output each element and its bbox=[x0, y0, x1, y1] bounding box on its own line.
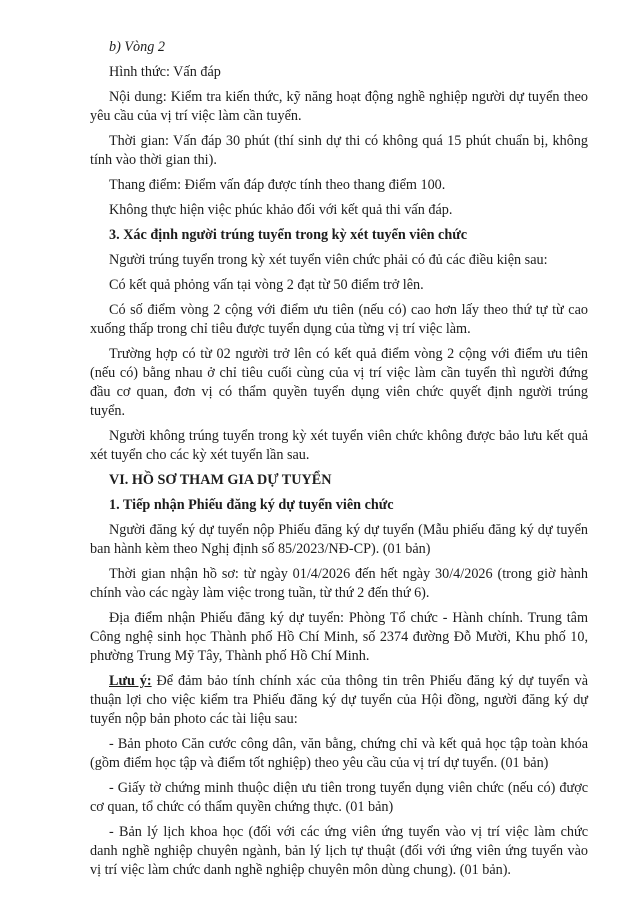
section6-paragraph-2: Thời gian nhận hồ sơ: từ ngày 01/4/2026 đến hết ngày 30/4/2026 (trong giờ hành chính vào các ngày làm việc trong tuần, từ thứ 2 đến thứ 6). bbox=[90, 566, 588, 601]
round2-time: Thời gian: Vấn đáp 30 phút (thí sinh dự thi có không quá 15 phút chuẩn bị, không tính vào thời gian thi). bbox=[90, 133, 588, 168]
section3-paragraph-2: Có kết quả phỏng vấn tại vòng 2 đạt từ 50 điểm trở lên. bbox=[109, 277, 424, 293]
round2-title: b) Vòng 2 bbox=[109, 39, 165, 55]
section3-title: 3. Xác định người trúng tuyển trong kỳ xét tuyển viên chức bbox=[109, 227, 468, 243]
section3-paragraph-5: Người không trúng tuyển trong kỳ xét tuyển viên chức không được bảo lưu kết quả xét tuyển cho các kỳ xét tuyển lần sau. bbox=[90, 428, 588, 463]
section6-title: VI. HỒ SƠ THAM GIA DỰ TUYỂN bbox=[109, 472, 332, 488]
round2-scale: Thang điểm: Điểm vấn đáp được tính theo thang điểm 100. bbox=[109, 177, 446, 193]
note-text: Để đảm bảo tính chính xác của thông tin trên Phiếu đăng ký dự tuyển và thuận lợi cho việc kiểm tra Phiếu đăng ký dự tuyển của Hội đồng, người đăng ký dự tuyển nộp bản photo các tài liệu sau: bbox=[90, 673, 588, 727]
note-label: Lưu ý: bbox=[109, 673, 152, 689]
section6-note bbox=[90, 672, 588, 729]
document-list-item: - Bản photo Căn cước công dân, văn bằng, chứng chỉ và kết quả học tập toàn khóa (gồm điểm học tập và điểm tốt nghiệp) theo yêu cầu của vị trí dự tuyển. (01 bản) bbox=[90, 736, 588, 771]
round2-no-review: Không thực hiện việc phúc khảo đối với kết quả thi vấn đáp. bbox=[109, 202, 453, 218]
section3-paragraph-4: Trường hợp có từ 02 người trở lên có kết quả điểm vòng 2 cộng với điểm ưu tiên (nếu có) bằng nhau ở chỉ tiêu cuối cùng của vị trí việc làm cần tuyển thì người đứng đầu cơ quan, đơn vị có thẩm quyền tuyển dụng viên chức quyết định người trúng tuyển. bbox=[90, 346, 588, 419]
document-list-item: - Giấy tờ chứng minh thuộc diện ưu tiên trong tuyển dụng viên chức (nếu có) được cơ quan, tổ chức có thẩm quyền chứng thực. (01 bản) bbox=[90, 780, 588, 815]
section3-paragraph-3: Có số điểm vòng 2 cộng với điểm ưu tiên (nếu có) cao hơn lấy theo thứ tự từ cao xuống thấp trong chỉ tiêu được tuyển dụng của từng vị trí việc làm. bbox=[90, 302, 588, 337]
round2-format: Hình thức: Vấn đáp bbox=[109, 64, 221, 80]
section3-paragraph-1: Người trúng tuyển trong kỳ xét tuyển viên chức phải có đủ các điều kiện sau: bbox=[109, 252, 548, 268]
section6-paragraph-1: Người đăng ký dự tuyển nộp Phiếu đăng ký dự tuyển (Mẫu phiếu đăng ký dự tuyển ban hành kèm theo Nghị định số 85/2023/NĐ-CP). (01 bản) bbox=[90, 522, 588, 557]
section6-paragraph-3: Địa điểm nhận Phiếu đăng ký dự tuyển: Phòng Tổ chức - Hành chính. Trung tâm Công nghệ sinh học Thành phố Hồ Chí Minh, số 2374 đường Đỗ Mười, Khu phố 10, phường Trung Mỹ Tây, Thành phố Hồ Chí Minh. bbox=[90, 610, 588, 664]
section6-sub1-title: 1. Tiếp nhận Phiếu đăng ký dự tuyển viên chức bbox=[109, 497, 394, 513]
document-list-item: - Bản lý lịch khoa học (đối với các ứng viên ứng tuyển vào vị trí việc làm chức danh nghề nghiệp chuyên ngành, bản lý lịch tự thuật (đối với ứng viên ứng tuyển vào vị trí việc làm chức danh nghề nghiệp chuyên môn dùng chung). (01 bản). bbox=[90, 824, 588, 878]
round2-content: Nội dung: Kiểm tra kiến thức, kỹ năng hoạt động nghề nghiệp người dự tuyển theo yêu cầu của vị trí việc làm cần tuyển. bbox=[90, 89, 588, 124]
